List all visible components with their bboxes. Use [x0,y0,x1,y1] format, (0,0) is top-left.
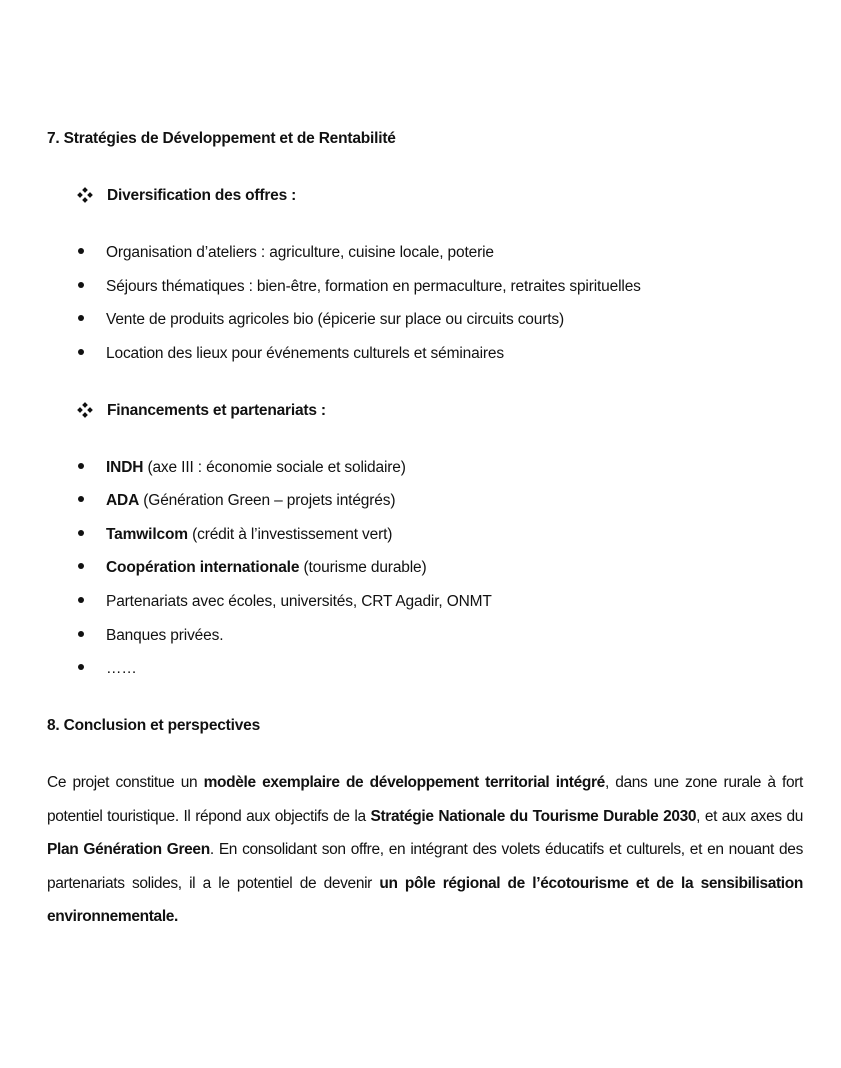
list-item-bold: Coopération internationale [106,559,300,576]
list-item-text: …… [106,660,137,677]
paragraph-bold: un pôle régional de l’écotourisme et de la sensibilisation environnementale. [47,874,803,925]
list-item [78,526,392,544]
paragraph-bold: modèle exemplaire de développement territorial intégré [203,774,605,791]
paragraph-text: , et aux axes du [696,807,803,825]
bullet-icon [78,664,84,670]
financements-heading [78,402,326,420]
bullet-icon [78,463,84,469]
list-item [78,459,406,477]
list-item-text: Location des lieux pour événements culturels et séminaires [106,345,504,362]
paragraph-text: Ce projet constitue un [47,774,204,791]
list-item-text: Banques privées. [106,627,224,644]
bullet-icon [78,282,84,288]
diversification-heading [78,187,296,205]
section-8-title: 8. Conclusion et perspectives [47,717,260,734]
list-item-text: Partenariats avec écoles, universités, CRT Agadir, ONMT [106,593,492,610]
bullet-icon [78,315,84,321]
list-item-text: (tourisme durable) [299,559,427,576]
list-item-bold: ADA [106,492,140,509]
list-item [78,593,492,611]
financements-heading-text: Financements et partenariats : [107,402,326,419]
list-item-text: (Génération Green – projets intégrés) [139,492,396,509]
list-item-text: Organisation d’ateliers : agriculture, cuisine locale, poterie [106,244,494,261]
paragraph-text: . En consolidant son offre, en intégrant des volets éducatifs et culturels, et en nouant des partenariats solides, il a le potentiel de devenir [47,841,803,892]
bullet-icon [78,349,84,355]
four-diamond-bullet-icon [78,188,92,202]
paragraph-bold: Plan Génération Green [47,841,210,858]
bullet-icon [78,248,84,254]
paragraph-bold: Stratégie Nationale du Tourisme Durable 2030 [370,807,697,825]
conclusion-paragraph [47,766,803,934]
bullet-icon [78,530,84,536]
list-item-bold: Tamwilcom [106,526,188,543]
list-item-text: Vente de produits agricoles bio (épicerie sur place ou circuits courts) [106,311,565,328]
list-item [78,492,395,510]
four-diamond-bullet-icon [78,403,92,417]
bullet-icon [78,631,84,637]
list-item [78,660,137,678]
section-7-title: 7. Stratégies de Développement et de Rentabilité [47,130,396,147]
list-item [78,311,564,329]
bullet-icon [78,597,84,603]
list-item [78,278,641,296]
list-item-text: (crédit à l’investissement vert) [187,526,393,543]
paragraph-text: , dans une zone rurale à fort potentiel touristique. Il répond aux objectifs de la [47,774,803,825]
list-item-bold: INDH [106,459,144,476]
bullet-icon [78,496,84,502]
list-item [78,627,223,645]
list-item [78,345,504,363]
list-item-text: (axe III : économie sociale et solidaire) [143,459,406,476]
list-item-text: Séjours thématiques : bien-être, formation en permaculture, retraites spirituelles [106,278,641,295]
diversification-heading-text: Diversification des offres : [107,187,297,204]
list-item [78,559,427,577]
list-item [78,244,494,262]
bullet-icon [78,563,84,569]
